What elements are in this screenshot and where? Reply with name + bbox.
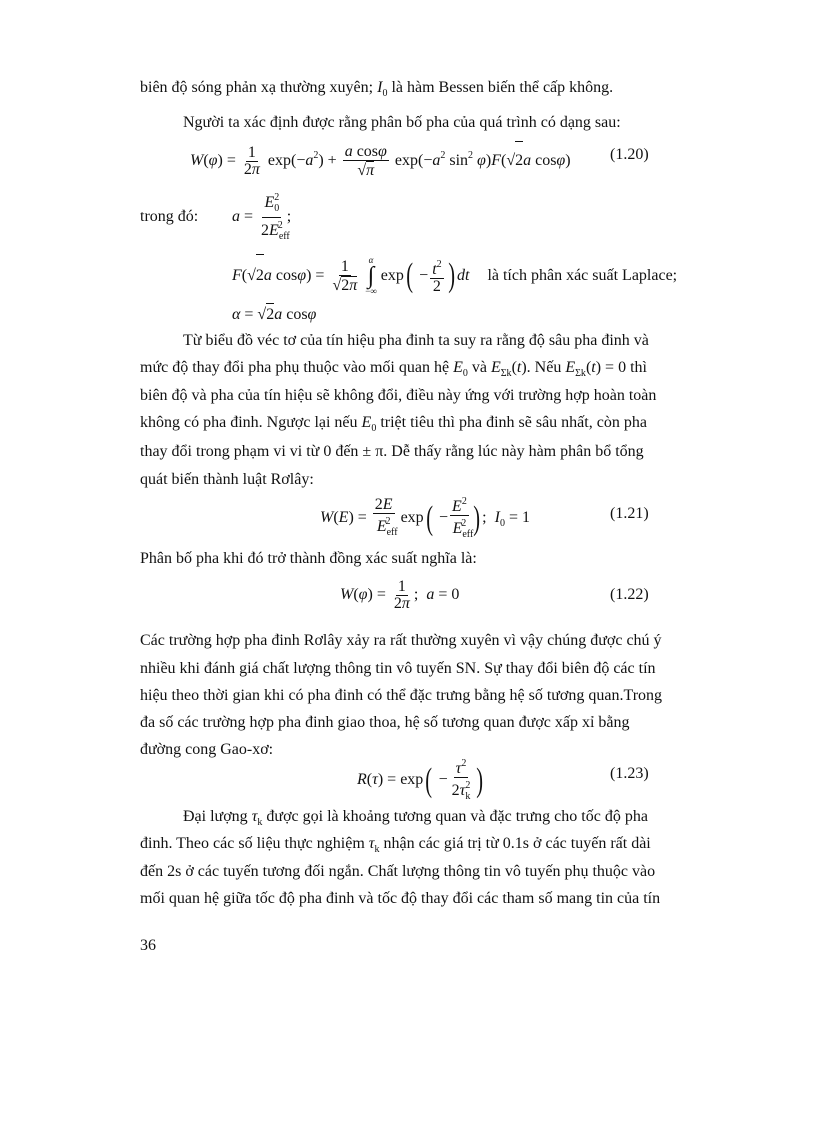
equation-1-21: W(E) = $\frac{2E}{E_{eff}^2}$ exp( − $\frac{E^2}{E_{eff}^2}$ ) ; $I_0 = 1$ — [320, 495, 530, 540]
equation-1-20: W(φ) = $\frac{1}{2\pi}$ $\exp(-a^2)$ + $\frac{\text{a cosφ}}{√\pi}$ $\exp(-a^2$ $\sin^2 \varphi)F(√2a$ cosφ) — [190, 142, 571, 179]
text-line-2: Người ta xác định được rằng phân bố pha của quá trình có dạng sau: — [183, 114, 621, 131]
text-line: đường cong Gao-xơ: — [140, 741, 274, 758]
text-line-1: biên độ sóng phản xạ thường xuyên; $I_0$ là hàm Bessen biến thể cấp không. — [140, 79, 614, 99]
text-trong-do: trong đó: — [140, 208, 199, 225]
equation-number: (1.23) — [610, 765, 649, 782]
text-line: Từ biểu đồ véc tơ của tín hiệu pha đinh ta suy ra rằng độ sâu pha đinh và — [183, 332, 649, 349]
text-line: nhiều khi đánh giá chất lượng thông tin vô tuyến SN. Sự thay đổi biên độ các tín — [140, 660, 656, 677]
text-line: mối quan hệ giữa tốc độ pha đinh và tốc độ thay đổi các tham số mang tin của tín — [140, 890, 661, 907]
text-line: Phân bố pha khi đó trở thành đồng xác suất nghĩa là: — [140, 550, 477, 567]
page-number: 36 — [140, 937, 156, 954]
equation-number: (1.21) — [610, 505, 649, 522]
text-line: đến 2s ở các tuyến tương đối ngắn. Chất lượng thông tin vô tuyến phụ thuộc vào — [140, 863, 656, 880]
equation-1-22: W(φ) = $\frac{1}{2\pi}$ ; a = 0 — [340, 577, 460, 612]
equation-number: (1.22) — [610, 586, 649, 603]
equation-laplace: F(√2a cosφ) = $\frac{1}{√2\pi}$ α ∫ −∞ exp( − $\frac{t^2}{2}$ ) dt là tích phân xác suất Laplace; — [232, 255, 678, 297]
equation-1-23: R(τ) = exp( − $\frac{\tau^2}{2\tau_k^2}$ ) — [357, 758, 484, 802]
equation-alpha-def: α = √2a cosφ — [232, 303, 316, 325]
equation-number: (1.20) — [610, 146, 649, 163]
text-line: biên độ và pha của tín hiệu sẽ không đổi, điều này ứng với trường hợp hoàn toàn — [140, 387, 657, 404]
text-line: mức độ thay đổi pha phụ thuộc vào mối quan hệ $E_0$ và $E_{\Sigma k}(t)$. Nếu $E_{\Sigma k}(t) = 0$ thì — [140, 359, 647, 379]
text-line: đinh. Theo các số liệu thực nghiệm $\tau_k$ nhận các giá trị từ 0.1s ở các tuyến rất dài — [140, 835, 651, 855]
text-line: quát biến thành luật Rơlây: — [140, 471, 314, 488]
text-line: đa số các trường hợp pha đinh giao thoa, hệ số tương quan được xấp xỉ bằng — [140, 714, 630, 731]
text-line: không có pha đinh. Ngược lại nếu $E_0$ triệt tiêu thì pha đinh sẽ sâu nhất, còn pha — [140, 414, 647, 434]
equation-a-def: a = $\frac{E_0^2}{2E_{eff}^2}$ ; — [232, 192, 292, 242]
text-line: thay đổi trong phạm vi vi từ 0 đến ± π. Dễ thấy rằng lúc này hàm phân bổ tổng — [140, 443, 644, 460]
text-line: Đại lượng $\tau_k$ được gọi là khoảng tương quan và đặc trưng cho tốc độ pha — [183, 808, 648, 828]
text-line: Các trường hợp pha đinh Rơlây xảy ra rất thường xuyên vì vậy chúng được chú ý — [140, 632, 662, 649]
text-line: hiệu theo thời gian khi có pha đinh có thể đặc trưng bằng hệ số tương quan.Trong — [140, 687, 663, 704]
